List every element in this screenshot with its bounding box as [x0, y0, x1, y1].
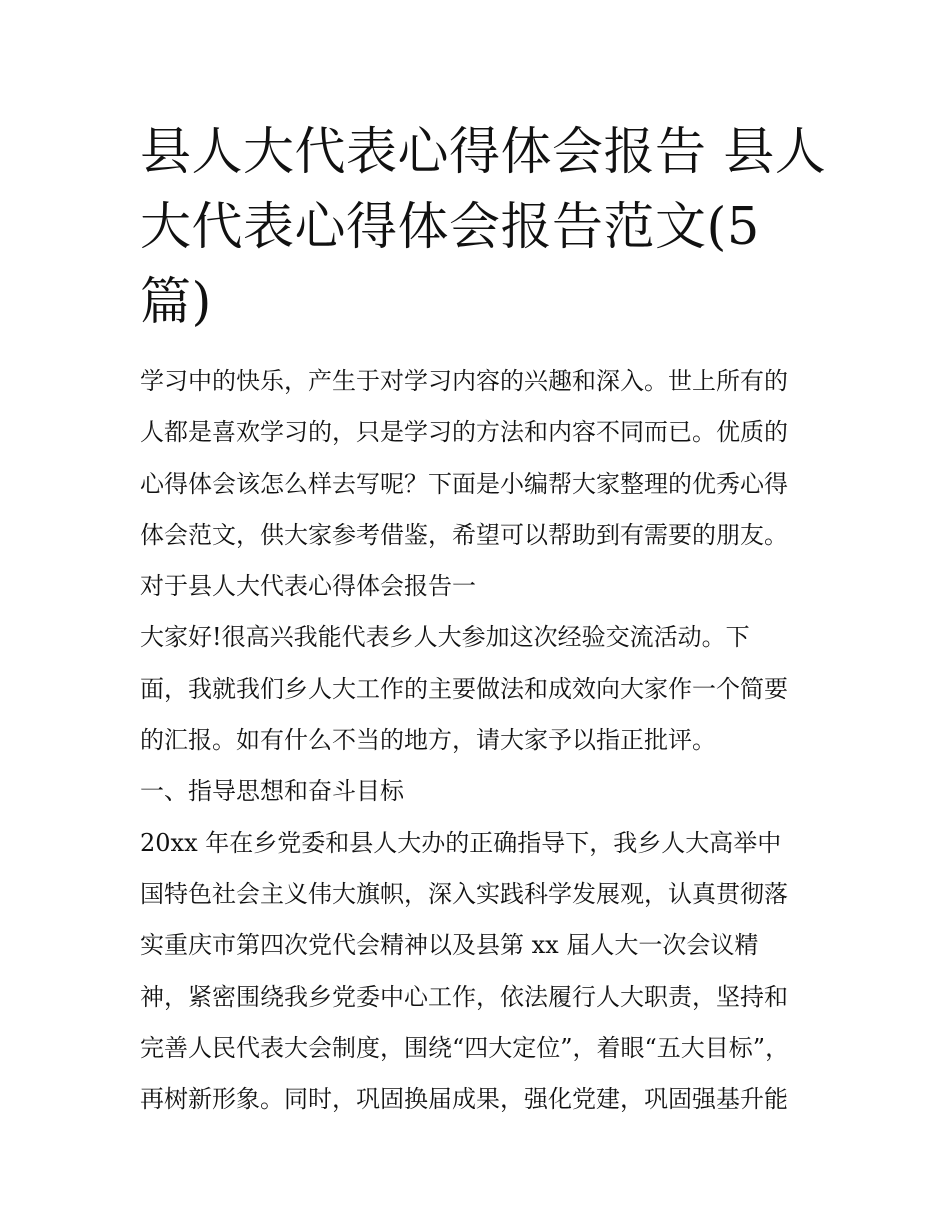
title-line: 县人大代表心得体会报告 县人: [140, 123, 827, 182]
speech-paragraph-line: 大家好!很高兴我能代表乡人大参加这次经验交流活动。下: [140, 623, 750, 652]
body-paragraph-line: 再树新形象。同时，巩固换届成果，强化党建，巩固强基升能: [140, 1085, 788, 1114]
title-line: 篇): [140, 273, 212, 332]
intro-paragraph-line: 学习中的快乐，产生于对学习内容的兴趣和深入。世上所有的: [140, 367, 788, 395]
subsection-heading: 一、指导思想和奋斗目标: [140, 777, 404, 806]
document-title: [140, 115, 830, 340]
intro-paragraph-line: 体会范文，供大家参考借鉴，希望可以帮助到有需要的朋友。: [140, 520, 788, 549]
intro-paragraph-line: 人都是喜欢学习的，只是学习的方法和内容不同而已。优质的: [140, 418, 788, 447]
body-paragraph-line: 实重庆市第四次党代会精神以及县第 xx 届人大一次会议精: [140, 931, 759, 960]
speech-paragraph-line: 面，我就我们乡人大工作的主要做法和成效向大家作一个简要: [140, 674, 788, 703]
speech-paragraph-line: 的汇报。如有什么不当的地方，请大家予以指正批评。: [140, 726, 716, 755]
document-body: [140, 356, 830, 1125]
section-heading: 对于县人大代表心得体会报告一: [140, 572, 476, 601]
body-paragraph-line: 20xx 年在乡党委和县人大办的正确指导下，我乡人大高举中: [140, 828, 782, 857]
body-paragraph-line: 国特色社会主义伟大旗帜，深入实践科学发展观，认真贯彻落: [140, 879, 788, 908]
body-paragraph-line: 神，紧密围绕我乡党委中心工作，依法履行人大职责，坚持和: [140, 982, 788, 1011]
body-paragraph-line: 完善人民代表大会制度，围绕“四大定位”，着眼“五大目标”，: [140, 1033, 790, 1062]
title-line: 大代表心得体会报告范文(5: [140, 198, 760, 257]
intro-paragraph-line: 心得体会该怎么样去写呢？下面是小编帮大家整理的优秀心得: [140, 469, 788, 498]
